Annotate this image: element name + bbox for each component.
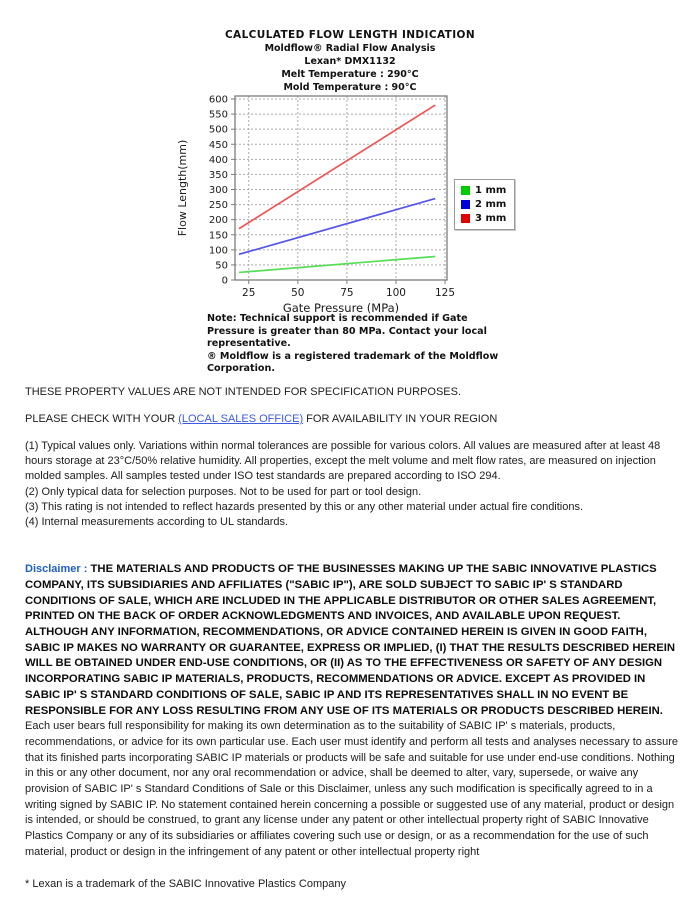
chart-legend xyxy=(454,179,515,230)
disclaimer-bold-text: THE MATERIALS AND PRODUCTS OF THE BUSINESSES MAKING UP THE SABIC INNOVATIVE PLASTICS COMPANY, ITS SUBSIDIARIES AND AFFILIATES ("SABIC IP"), ARE SOLD SUBJECT TO SABIC IP' S STANDARD CONDITIONS OF SALE, WHICH ARE INCLUDED IN THE APPLICABLE DISTRIBUTOR OR OTHER SALES AGREEMENT, PRINTED ON THE BACK OF ORDER ACKNOWLEDGMENTS AND INVOICES, AND AVAILABLE UPON REQUEST. ALTHOUGH ANY INFORMATION, RECOMMENDATIONS, OR ADVICE CONTAINED HEREIN IS GIVEN IN GOOD FAITH, SABIC IP MAKES NO WARRANTY OR GUARANTEE, EXPRESS OR IMPLIED, (I) THAT THE RESULTS DESCRIBED HEREIN WILL BE OBTAINED UNDER END-USE CONDITIONS, OR (II) AS TO THE EFFECTIVENESS OR SAFETY OF ANY DESIGN INCORPORATING SABIC IP MATERIALS, PRODUCTS, RECOMMENDATIONS OR ADVICE. EXCEPT AS PROVIDED IN SABIC IP' S STANDARD CONDITIONS OF SALE, SABIC IP AND ITS REPRESENTATIVES SHALL IN NO EVENT BE RESPONSIBLE FOR ANY LOSS RESULTING FROM ANY USE OF ITS MATERIALS OR PRODUCTS DESCRIBED HEREIN. xyxy=(25,563,676,717)
svg-text:150: 150 xyxy=(208,230,228,242)
availability-prefix: PLEASE CHECK WITH YOUR xyxy=(25,413,179,425)
svg-text:100: 100 xyxy=(208,245,228,257)
svg-text:400: 400 xyxy=(208,154,228,166)
flow-length-chart xyxy=(172,88,472,320)
svg-text:0: 0 xyxy=(221,275,228,287)
svg-text:100: 100 xyxy=(385,287,406,299)
legend-swatch-icon xyxy=(461,186,470,195)
svg-text:200: 200 xyxy=(208,215,228,227)
svg-text:Gate Pressure (MPa): Gate Pressure (MPa) xyxy=(282,301,400,315)
body-text xyxy=(25,385,681,892)
chart-title-block xyxy=(0,28,700,94)
legend-entry xyxy=(461,185,506,196)
chart-subtitle-analysis: Moldflow® Radial Flow Analysis xyxy=(264,43,436,54)
chart-note-line: representative. xyxy=(207,338,291,350)
chart-note-line: Pressure is greater than 80 MPa. Contact your local xyxy=(207,325,487,337)
legend-entry xyxy=(461,199,506,210)
footnote-item-4: (4) Internal measurements according to UL standards. xyxy=(25,516,289,529)
footnote-item-1: (1) Typical values only. Variations within normal tolerances are possible for various colors. All values are measured after at least 48 hours storage at 23°C/50% relative humidity. All properties, except the melt volume and melt flow rates, are measured on injection molded samples. All samples tested under ISO test standards are prepared according to ISO 294. xyxy=(25,440,661,483)
svg-text:500: 500 xyxy=(208,124,228,136)
local-sales-office-link[interactable]: (LOCAL SALES OFFICE) xyxy=(178,413,304,425)
footnote-item-2: (2) Only typical data for selection purposes. Not to be used for part or tool design. xyxy=(25,485,422,498)
legend-swatch-icon xyxy=(461,200,470,209)
svg-text:50: 50 xyxy=(215,260,228,272)
footnote-item-3: (3) This rating is not intended to reflect hazards presented by this or any other material under actual fire conditions. xyxy=(25,500,584,513)
svg-text:75: 75 xyxy=(340,287,354,299)
chart-note-line: Corporation. xyxy=(207,363,275,375)
lexan-trademark-note: * Lexan is a trademark of the SABIC Innovative Plastics Company xyxy=(25,877,346,890)
disclaimer-normal-text: Each user bears full responsibility for making its own determination as to the suitability of SABIC IP' s materials, products, recommendations, or advice for its own particular use. Each user must identify and perform all tests and analyses necessary to assure that its finished parts incorporating SABIC IP materials or products will be safe and suitable for use under end-use conditions. Nothing in this or any other document, nor any oral recommendation or advice, shall be deemed to alter, vary, supersede, or waive any provision of SABIC IP' s Standard Conditions of Sale or this Disclaimer, unless any such modification is specifically agreed to in a writing signed by SABIC IP. No statement contained herein concerning a possible or suggested use of any material, product or design is intended, or should be construed, to grant any license under any patent or other intellectual property right of SABIC Innovative Plastics Company or any of its subsidiaries or affiliates covering such use or design, or as a recommendation for the use of such material, product or design in the infringement of any patent or other intellectual property right xyxy=(25,720,678,858)
svg-text:250: 250 xyxy=(208,200,228,212)
disclaimer-label: Disclaimer : xyxy=(25,563,88,576)
svg-text:550: 550 xyxy=(208,109,228,121)
svg-text:450: 450 xyxy=(208,139,228,151)
footnotes-list xyxy=(25,439,681,530)
legend-swatch-icon xyxy=(461,214,470,223)
legend-label: 3 mm xyxy=(475,213,507,224)
specification-statement: THESE PROPERTY VALUES ARE NOT INTENDED FOR SPECIFICATION PURPOSES. xyxy=(25,386,462,398)
chart-note-line: Note: Technical support is recommended if Gate xyxy=(207,313,468,324)
availability-suffix: FOR AVAILABILITY IN YOUR REGION xyxy=(303,413,498,425)
chart-title: CALCULATED FLOW LENGTH INDICATION xyxy=(224,29,476,41)
legend-entry xyxy=(461,213,506,224)
svg-text:350: 350 xyxy=(208,169,228,181)
svg-text:50: 50 xyxy=(291,287,305,299)
svg-text:300: 300 xyxy=(208,185,228,197)
chart-note-line: ® Moldflow is a registered trademark of the Moldflow xyxy=(207,350,499,362)
chart-note xyxy=(207,313,507,376)
svg-text:125: 125 xyxy=(435,287,456,299)
availability-statement xyxy=(25,412,681,427)
chart-subtitle-mold-temp: Mold Temperature : 90°C xyxy=(283,82,417,93)
svg-text:Flow Length(mm): Flow Length(mm) xyxy=(176,139,189,237)
disclaimer-paragraph xyxy=(25,562,681,860)
svg-text:25: 25 xyxy=(242,287,256,299)
legend-label: 1 mm xyxy=(475,185,507,196)
svg-text:600: 600 xyxy=(208,94,228,106)
chart-subtitle-material: Lexan* DMX1132 xyxy=(304,56,396,67)
chart-subtitle-melt-temp: Melt Temperature : 290°C xyxy=(281,69,419,80)
legend-label: 2 mm xyxy=(475,199,507,210)
